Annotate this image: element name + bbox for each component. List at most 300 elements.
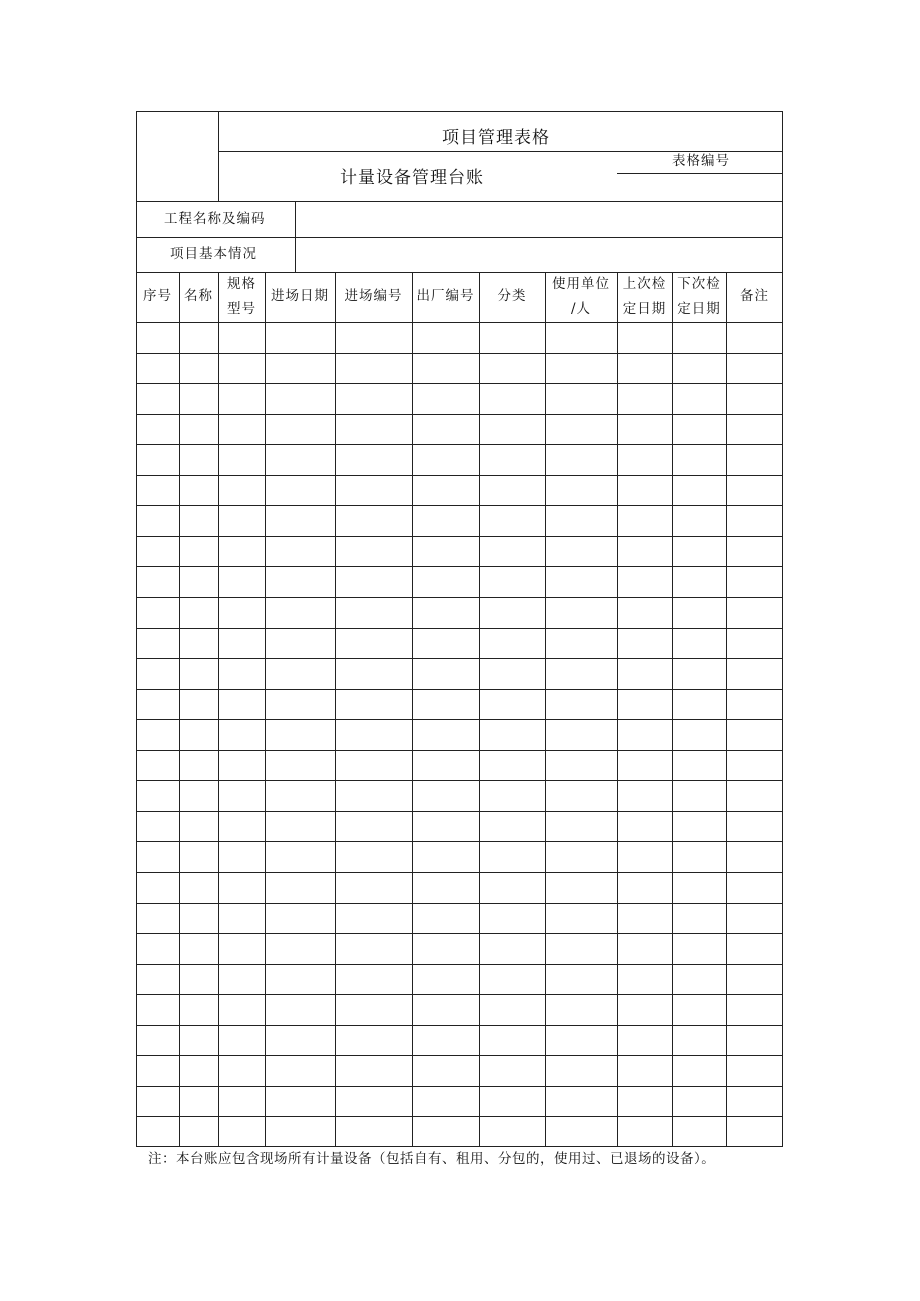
table-cell[interactable] [617, 872, 672, 903]
table-cell[interactable] [412, 872, 479, 903]
table-cell[interactable] [617, 475, 672, 506]
table-cell[interactable] [412, 322, 479, 353]
table-cell[interactable] [672, 933, 726, 964]
table-cell[interactable] [479, 444, 545, 475]
table-cell[interactable] [545, 750, 617, 781]
table-cell[interactable] [179, 933, 218, 964]
table-cell[interactable] [179, 536, 218, 567]
table-cell[interactable] [545, 933, 617, 964]
table-cell[interactable] [479, 566, 545, 597]
table-cell[interactable] [179, 628, 218, 659]
table-cell[interactable] [335, 505, 412, 536]
table-cell[interactable] [545, 444, 617, 475]
table-cell[interactable] [335, 475, 412, 506]
table-cell[interactable] [617, 1055, 672, 1086]
table-cell[interactable] [179, 566, 218, 597]
table-cell[interactable] [412, 353, 479, 384]
table-cell[interactable] [726, 689, 783, 720]
table-cell[interactable] [136, 414, 179, 445]
table-cell[interactable] [545, 994, 617, 1025]
table-cell[interactable] [136, 1086, 179, 1117]
table-cell[interactable] [265, 597, 335, 628]
table-cell[interactable] [672, 1086, 726, 1117]
table-cell[interactable] [412, 1116, 479, 1147]
table-cell[interactable] [335, 566, 412, 597]
table-cell[interactable] [672, 750, 726, 781]
table-cell[interactable] [412, 1055, 479, 1086]
table-cell[interactable] [672, 475, 726, 506]
table-cell[interactable] [335, 964, 412, 995]
table-cell[interactable] [412, 719, 479, 750]
table-cell[interactable] [218, 505, 265, 536]
table-cell[interactable] [412, 811, 479, 842]
table-cell[interactable] [545, 597, 617, 628]
table-cell[interactable] [726, 872, 783, 903]
table-cell[interactable] [136, 841, 179, 872]
table-cell[interactable] [479, 780, 545, 811]
table-cell[interactable] [335, 383, 412, 414]
table-cell[interactable] [265, 964, 335, 995]
column-header-4: 进场日期 [271, 288, 329, 304]
table-cell[interactable] [335, 353, 412, 384]
table-cell[interactable] [726, 505, 783, 536]
table-cell[interactable] [545, 780, 617, 811]
table-cell[interactable] [545, 811, 617, 842]
table-cell[interactable] [179, 780, 218, 811]
table-cell[interactable] [179, 1116, 218, 1147]
table-cell[interactable] [726, 780, 783, 811]
table-cell[interactable] [265, 444, 335, 475]
table-cell[interactable] [335, 444, 412, 475]
table-cell[interactable] [179, 964, 218, 995]
table-cell[interactable] [412, 628, 479, 659]
table-cell[interactable] [136, 872, 179, 903]
table-cell[interactable] [479, 994, 545, 1025]
table-cell[interactable] [726, 964, 783, 995]
table-cell[interactable] [479, 841, 545, 872]
table-cell[interactable] [412, 566, 479, 597]
table-cell[interactable] [617, 444, 672, 475]
table-cell[interactable] [335, 903, 412, 934]
table-cell[interactable] [672, 719, 726, 750]
table-cell[interactable] [335, 933, 412, 964]
table-cell[interactable] [617, 811, 672, 842]
table-cell[interactable] [479, 1055, 545, 1086]
table-cell[interactable] [218, 322, 265, 353]
table-cell[interactable] [265, 566, 335, 597]
table-cell[interactable] [218, 566, 265, 597]
table-cell[interactable] [545, 322, 617, 353]
table-cell[interactable] [265, 872, 335, 903]
table-cell[interactable] [545, 719, 617, 750]
table-cell[interactable] [265, 1116, 335, 1147]
table-cell[interactable] [265, 536, 335, 567]
table-cell[interactable] [412, 689, 479, 720]
table-cell[interactable] [412, 903, 479, 934]
table-cell[interactable] [136, 689, 179, 720]
table-cell[interactable] [545, 1116, 617, 1147]
table-cell[interactable] [136, 1055, 179, 1086]
table-cell[interactable] [672, 658, 726, 689]
table-cell[interactable] [218, 444, 265, 475]
table-cell[interactable] [218, 964, 265, 995]
table-cell[interactable] [412, 597, 479, 628]
table-cell[interactable] [265, 719, 335, 750]
table-cell[interactable] [218, 689, 265, 720]
table-cell[interactable] [136, 994, 179, 1025]
table-cell[interactable] [726, 933, 783, 964]
table-cell[interactable] [479, 903, 545, 934]
table-cell[interactable] [179, 1086, 218, 1117]
table-cell[interactable] [335, 689, 412, 720]
table-cell[interactable] [545, 414, 617, 445]
table-cell[interactable] [617, 719, 672, 750]
table-cell[interactable] [179, 444, 218, 475]
table-cell[interactable] [479, 658, 545, 689]
table-cell[interactable] [335, 872, 412, 903]
table-cell[interactable] [265, 903, 335, 934]
table-cell[interactable] [136, 1025, 179, 1056]
table-cell[interactable] [726, 566, 783, 597]
table-cell[interactable] [265, 475, 335, 506]
table-cell[interactable] [726, 353, 783, 384]
table-cell[interactable] [179, 811, 218, 842]
table-row [136, 903, 783, 934]
table-cell[interactable] [672, 536, 726, 567]
table-cell[interactable] [479, 597, 545, 628]
table-cell[interactable] [179, 475, 218, 506]
table-cell[interactable] [545, 628, 617, 659]
table-cell[interactable] [617, 353, 672, 384]
table-cell[interactable] [479, 1116, 545, 1147]
table-cell[interactable] [218, 383, 265, 414]
table-cell[interactable] [218, 414, 265, 445]
table-cell[interactable] [218, 719, 265, 750]
table-cell[interactable] [335, 322, 412, 353]
table-cell[interactable] [218, 1086, 265, 1117]
table-cell[interactable] [726, 719, 783, 750]
table-cell[interactable] [545, 383, 617, 414]
table-cell[interactable] [412, 505, 479, 536]
table-cell[interactable] [545, 689, 617, 720]
table-cell[interactable] [412, 444, 479, 475]
table-cell[interactable] [136, 444, 179, 475]
table-cell[interactable] [335, 628, 412, 659]
table-cell[interactable] [545, 1025, 617, 1056]
table-cell[interactable] [726, 1086, 783, 1117]
table-cell[interactable] [179, 903, 218, 934]
table-cell[interactable] [218, 658, 265, 689]
table-cell[interactable] [672, 1116, 726, 1147]
table-cell[interactable] [672, 1055, 726, 1086]
table-cell[interactable] [136, 903, 179, 934]
table-cell[interactable] [726, 475, 783, 506]
table-cell[interactable] [335, 750, 412, 781]
table-cell[interactable] [335, 811, 412, 842]
table-cell[interactable] [136, 383, 179, 414]
table-cell[interactable] [335, 1086, 412, 1117]
table-cell[interactable] [726, 750, 783, 781]
table-cell[interactable] [179, 1025, 218, 1056]
table-cell[interactable] [412, 750, 479, 781]
table-cell[interactable] [179, 658, 218, 689]
table-cell[interactable] [479, 811, 545, 842]
table-cell[interactable] [412, 1025, 479, 1056]
table-cell[interactable] [179, 689, 218, 720]
table-cell[interactable] [672, 994, 726, 1025]
table-cell[interactable] [726, 658, 783, 689]
table-cell[interactable] [412, 1086, 479, 1117]
table-cell[interactable] [479, 964, 545, 995]
table-cell[interactable] [617, 689, 672, 720]
table-cell[interactable] [335, 1055, 412, 1086]
table-cell[interactable] [726, 994, 783, 1025]
table-cell[interactable] [672, 841, 726, 872]
table-cell[interactable] [672, 505, 726, 536]
table-cell[interactable] [136, 536, 179, 567]
table-cell[interactable] [179, 1055, 218, 1086]
table-cell[interactable] [672, 414, 726, 445]
table-cell[interactable] [265, 383, 335, 414]
table-cell[interactable] [412, 383, 479, 414]
table-cell[interactable] [265, 628, 335, 659]
table-cell[interactable] [136, 811, 179, 842]
table-cell[interactable] [136, 322, 179, 353]
table-cell[interactable] [617, 414, 672, 445]
table-cell[interactable] [136, 597, 179, 628]
table-cell[interactable] [617, 658, 672, 689]
table-cell[interactable] [412, 994, 479, 1025]
table-cell[interactable] [265, 841, 335, 872]
table-cell[interactable] [218, 994, 265, 1025]
table-cell[interactable] [726, 597, 783, 628]
table-cell[interactable] [672, 903, 726, 934]
table-cell[interactable] [335, 658, 412, 689]
table-cell[interactable] [136, 1116, 179, 1147]
table-cell[interactable] [617, 322, 672, 353]
table-cell[interactable] [672, 628, 726, 659]
table-cell[interactable] [335, 1116, 412, 1147]
table-cell[interactable] [545, 475, 617, 506]
table-cell[interactable] [218, 628, 265, 659]
table-cell[interactable] [672, 322, 726, 353]
table-cell[interactable] [218, 780, 265, 811]
table-cell[interactable] [218, 597, 265, 628]
table-cell[interactable] [335, 414, 412, 445]
table-cell[interactable] [726, 444, 783, 475]
table-cell[interactable] [179, 719, 218, 750]
table-cell[interactable] [479, 414, 545, 445]
table-cell[interactable] [218, 1025, 265, 1056]
table-cell[interactable] [412, 841, 479, 872]
table-cell[interactable] [726, 841, 783, 872]
table-cell[interactable] [672, 444, 726, 475]
table-cell[interactable] [672, 780, 726, 811]
table-cell[interactable] [545, 658, 617, 689]
table-cell[interactable] [726, 383, 783, 414]
table-cell[interactable] [479, 322, 545, 353]
table-cell[interactable] [479, 1086, 545, 1117]
table-cell[interactable] [335, 780, 412, 811]
table-cell[interactable] [218, 475, 265, 506]
table-cell[interactable] [265, 689, 335, 720]
table-cell[interactable] [479, 719, 545, 750]
table-cell[interactable] [218, 841, 265, 872]
table-cell[interactable] [218, 536, 265, 567]
table-cell[interactable] [726, 414, 783, 445]
table-cell[interactable] [179, 383, 218, 414]
table-cell[interactable] [672, 811, 726, 842]
table-cell[interactable] [479, 933, 545, 964]
table-cell[interactable] [136, 933, 179, 964]
table-cell[interactable] [179, 872, 218, 903]
table-cell[interactable] [136, 750, 179, 781]
table-cell[interactable] [479, 1025, 545, 1056]
table-cell[interactable] [265, 658, 335, 689]
table-cell[interactable] [335, 536, 412, 567]
table-cell[interactable] [545, 536, 617, 567]
table-cell[interactable] [265, 780, 335, 811]
table-cell[interactable] [136, 780, 179, 811]
table-cell[interactable] [617, 1025, 672, 1056]
table-cell[interactable] [335, 841, 412, 872]
table-cell[interactable] [265, 414, 335, 445]
table-cell[interactable] [265, 505, 335, 536]
table-cell[interactable] [218, 750, 265, 781]
table-cell[interactable] [479, 536, 545, 567]
table-cell[interactable] [672, 872, 726, 903]
table-cell[interactable] [617, 1086, 672, 1117]
table-cell[interactable] [136, 566, 179, 597]
table-cell[interactable] [265, 811, 335, 842]
table-cell[interactable] [136, 475, 179, 506]
table-cell[interactable] [545, 353, 617, 384]
table-cell[interactable] [617, 383, 672, 414]
table-cell[interactable] [672, 566, 726, 597]
table-cell[interactable] [479, 505, 545, 536]
table-cell[interactable] [617, 1116, 672, 1147]
table-cell[interactable] [672, 383, 726, 414]
table-cell[interactable] [726, 903, 783, 934]
table-cell[interactable] [617, 841, 672, 872]
table-cell[interactable] [136, 719, 179, 750]
table-cell[interactable] [179, 505, 218, 536]
table-cell[interactable] [545, 841, 617, 872]
table-cell[interactable] [136, 353, 179, 384]
table-cell[interactable] [265, 1055, 335, 1086]
table-cell[interactable] [179, 414, 218, 445]
table-cell[interactable] [179, 597, 218, 628]
table-cell[interactable] [617, 933, 672, 964]
table-cell[interactable] [265, 750, 335, 781]
table-cell[interactable] [726, 1025, 783, 1056]
table-cell[interactable] [265, 1086, 335, 1117]
table-cell[interactable] [265, 1025, 335, 1056]
table-cell[interactable] [136, 628, 179, 659]
table-cell[interactable] [672, 1025, 726, 1056]
table-cell[interactable] [218, 903, 265, 934]
table-cell[interactable] [179, 750, 218, 781]
table-cell[interactable] [412, 933, 479, 964]
table-cell[interactable] [218, 811, 265, 842]
table-cell[interactable] [617, 994, 672, 1025]
table-cell[interactable] [218, 933, 265, 964]
table-cell[interactable] [545, 505, 617, 536]
table-cell[interactable] [479, 383, 545, 414]
table-cell[interactable] [136, 505, 179, 536]
table-cell[interactable] [726, 536, 783, 567]
table-cell[interactable] [617, 628, 672, 659]
table-cell[interactable] [179, 994, 218, 1025]
table-cell[interactable] [617, 750, 672, 781]
table-cell[interactable] [726, 811, 783, 842]
table-cell[interactable] [617, 903, 672, 934]
table-cell[interactable] [617, 780, 672, 811]
table-cell[interactable] [617, 505, 672, 536]
table-cell[interactable] [672, 689, 726, 720]
table-cell[interactable] [545, 872, 617, 903]
table-cell[interactable] [179, 841, 218, 872]
table-cell[interactable] [136, 964, 179, 995]
table-cell[interactable] [617, 964, 672, 995]
table-cell[interactable] [218, 872, 265, 903]
table-cell[interactable] [218, 1116, 265, 1147]
table-cell[interactable] [335, 994, 412, 1025]
table-cell[interactable] [265, 353, 335, 384]
table-cell[interactable] [479, 475, 545, 506]
table-cell[interactable] [479, 353, 545, 384]
table-cell[interactable] [545, 566, 617, 597]
table-cell[interactable] [412, 414, 479, 445]
table-cell[interactable] [726, 1055, 783, 1086]
table-cell[interactable] [412, 536, 479, 567]
table-cell[interactable] [617, 566, 672, 597]
table-cell[interactable] [412, 780, 479, 811]
table-cell[interactable] [412, 475, 479, 506]
table-cell[interactable] [726, 322, 783, 353]
table-cell[interactable] [412, 658, 479, 689]
table-cell[interactable] [672, 353, 726, 384]
table-cell[interactable] [545, 964, 617, 995]
table-cell[interactable] [726, 1116, 783, 1147]
table-cell[interactable] [265, 933, 335, 964]
table-cell[interactable] [218, 1055, 265, 1086]
table-cell[interactable] [479, 750, 545, 781]
table-cell[interactable] [265, 994, 335, 1025]
table-cell[interactable] [617, 536, 672, 567]
table-cell[interactable] [179, 353, 218, 384]
table-cell[interactable] [136, 658, 179, 689]
table-cell[interactable] [479, 689, 545, 720]
table-cell[interactable] [265, 322, 335, 353]
table-cell[interactable] [335, 1025, 412, 1056]
table-cell[interactable] [545, 903, 617, 934]
table-cell[interactable] [726, 628, 783, 659]
table-cell[interactable] [545, 1055, 617, 1086]
table-cell[interactable] [545, 1086, 617, 1117]
table-cell[interactable] [672, 964, 726, 995]
table-cell[interactable] [479, 628, 545, 659]
table-cell[interactable] [335, 719, 412, 750]
table-cell[interactable] [672, 597, 726, 628]
table-cell[interactable] [179, 322, 218, 353]
table-cell[interactable] [335, 597, 412, 628]
footnote: 注：本台账应包含现场所有计量设备（包括自有、租用、分包的，使用过、已退场的设备）。 [148, 1151, 716, 1167]
table-cell[interactable] [479, 872, 545, 903]
table-cell[interactable] [617, 597, 672, 628]
table-cell[interactable] [412, 964, 479, 995]
table-cell[interactable] [218, 353, 265, 384]
